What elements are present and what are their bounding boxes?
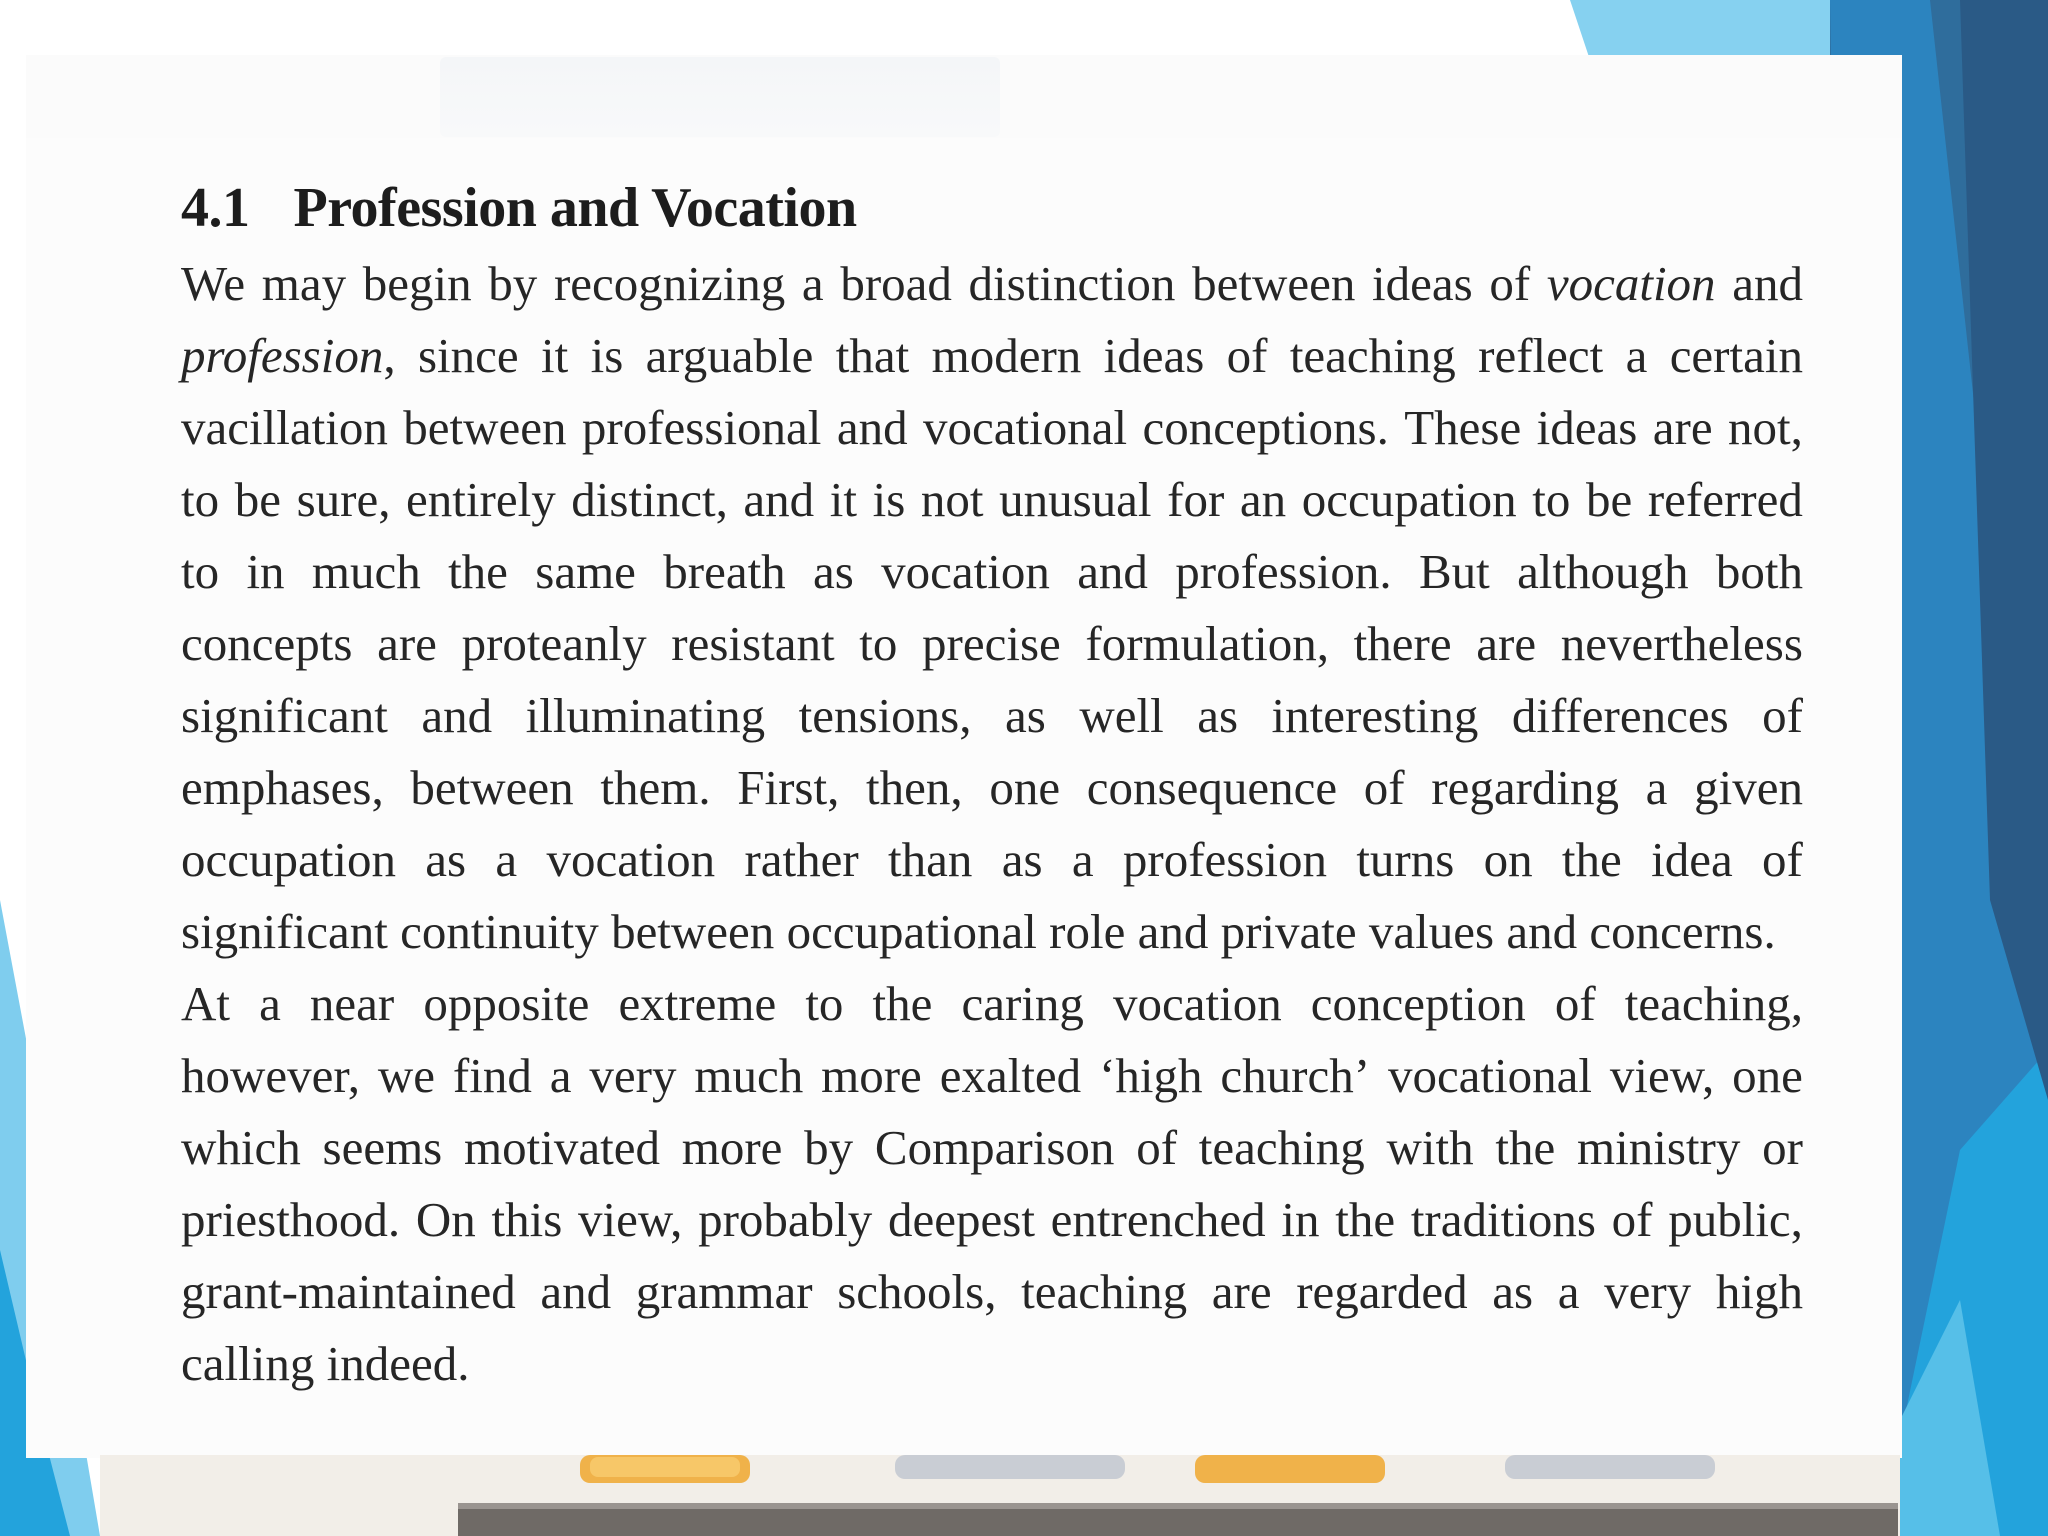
- word: one: [1732, 1048, 1803, 1103]
- word: significant: [181, 904, 388, 959]
- word: differences: [1511, 688, 1729, 743]
- word: distinct,: [571, 472, 728, 527]
- word: teaching: [1198, 1120, 1365, 1175]
- word: are: [1211, 1264, 1272, 1319]
- word: continuity: [400, 904, 599, 959]
- text-line: [181, 680, 1803, 752]
- word: modern: [931, 328, 1082, 383]
- word: one: [989, 760, 1061, 815]
- word: vocational: [923, 400, 1128, 455]
- word: of: [1226, 328, 1268, 383]
- word: it: [829, 472, 857, 527]
- word: a: [801, 256, 824, 311]
- word: view,: [1609, 1048, 1715, 1103]
- word: professional: [581, 400, 822, 455]
- text-line: [181, 896, 1803, 968]
- section-number: 4.1: [181, 177, 250, 239]
- word: a: [495, 832, 518, 887]
- word: vocational: [1387, 1048, 1593, 1103]
- word: and: [540, 1264, 612, 1319]
- word: grammar: [635, 1264, 813, 1319]
- word: calling: [181, 1336, 315, 1391]
- word: illuminating: [525, 688, 766, 743]
- word: as: [1492, 1264, 1534, 1319]
- word: proteanly: [461, 616, 647, 671]
- word: occupation: [181, 832, 396, 887]
- word: ‘high: [1099, 1048, 1203, 1103]
- text-line: [181, 392, 1803, 464]
- word: certain: [1669, 328, 1803, 383]
- word: unusual: [999, 472, 1152, 527]
- word: and: [836, 400, 908, 455]
- word: and: [1077, 544, 1148, 599]
- word: of: [1762, 688, 1803, 743]
- word: much: [694, 1048, 804, 1103]
- word: very: [589, 1048, 677, 1103]
- word: as: [1197, 688, 1239, 743]
- word: precise: [922, 616, 1061, 671]
- word: and: [1137, 904, 1209, 959]
- word: are: [377, 616, 437, 671]
- word: them.: [600, 760, 711, 815]
- text-line: [181, 1328, 1803, 1400]
- word: of: [1611, 1192, 1653, 1247]
- word: between: [1192, 256, 1356, 311]
- word: profession: [1122, 832, 1328, 887]
- word: then,: [866, 760, 963, 815]
- word: than: [888, 832, 973, 887]
- word: a: [1557, 1264, 1580, 1319]
- word: priesthood.: [181, 1192, 401, 1247]
- word: given: [1694, 760, 1803, 815]
- word: reflect: [1478, 328, 1604, 383]
- word: it: [541, 328, 569, 383]
- word: be: [234, 472, 281, 527]
- word: vocation: [881, 544, 1050, 599]
- word: and: [1732, 256, 1803, 311]
- word: both: [1715, 544, 1803, 599]
- word: be: [1586, 472, 1633, 527]
- word: referred: [1647, 472, 1803, 527]
- word: formulation,: [1085, 616, 1330, 671]
- word: ministry: [1577, 1120, 1741, 1175]
- deco-shape-light-top: [1570, 0, 1830, 60]
- word: probably: [698, 1192, 873, 1247]
- word: and: [421, 688, 493, 743]
- word: same: [535, 544, 636, 599]
- word: But: [1418, 544, 1490, 599]
- word: high: [1715, 1264, 1803, 1319]
- word: opposite: [423, 976, 590, 1031]
- text-line: [181, 968, 1803, 1040]
- word: to: [805, 976, 844, 1031]
- word: by: [804, 1120, 854, 1175]
- word: however,: [181, 1048, 360, 1103]
- word: entirely: [406, 472, 556, 527]
- word: profession.: [1175, 544, 1392, 599]
- text-line: [181, 608, 1803, 680]
- word: motivated: [464, 1120, 660, 1175]
- word: on: [1483, 832, 1533, 887]
- word: to: [1532, 472, 1571, 527]
- text-line: [181, 536, 1803, 608]
- word: of: [1363, 760, 1405, 815]
- word: of: [1489, 256, 1531, 311]
- word: to: [181, 472, 220, 527]
- section-title: Profession and Vocation: [293, 177, 857, 239]
- word: are: [1652, 400, 1713, 455]
- word: with: [1386, 1120, 1474, 1175]
- word: ideas: [1103, 328, 1205, 383]
- word: vocation: [546, 832, 716, 887]
- word: arguable: [645, 328, 814, 383]
- word: Comparison: [874, 1120, 1115, 1175]
- text-line: [181, 464, 1803, 536]
- word: this: [491, 1192, 563, 1247]
- word: extreme: [618, 976, 777, 1031]
- word: church’: [1220, 1048, 1371, 1103]
- word: is: [590, 328, 624, 383]
- word: occupation: [1301, 472, 1517, 527]
- word: between: [410, 760, 574, 815]
- text-line: [181, 1040, 1803, 1112]
- word: deepest: [888, 1192, 1035, 1247]
- word: breath: [663, 544, 786, 599]
- word: distinction: [968, 256, 1176, 311]
- word: idea: [1651, 832, 1733, 887]
- word: the: [872, 976, 933, 1031]
- body-paragraph: [181, 248, 1803, 1400]
- word: a: [259, 976, 281, 1031]
- word: recognizing: [553, 256, 786, 311]
- word: not: [920, 472, 984, 527]
- word: On: [415, 1192, 476, 1247]
- text-line: [181, 824, 1803, 896]
- text-line: [181, 1184, 1803, 1256]
- word: between: [611, 904, 775, 959]
- word: rather: [744, 832, 859, 887]
- word: entrenched: [1050, 1192, 1266, 1247]
- word: indeed.: [326, 1336, 470, 1391]
- word: view,: [578, 1192, 683, 1247]
- word: traditions: [1410, 1192, 1596, 1247]
- word: private: [1220, 904, 1357, 959]
- word: for: [1167, 472, 1225, 527]
- word: well: [1079, 688, 1164, 743]
- word: since: [417, 328, 519, 383]
- word: we: [377, 1048, 436, 1103]
- word: concepts: [181, 616, 353, 671]
- word: of: [1762, 832, 1803, 887]
- word: begin: [362, 256, 472, 311]
- word: vocation: [1112, 976, 1282, 1031]
- word: ideas: [1372, 256, 1473, 311]
- word: regarded: [1296, 1264, 1468, 1319]
- word: teaching: [1021, 1264, 1188, 1319]
- word: turns: [1356, 832, 1455, 887]
- word: role: [1049, 904, 1126, 959]
- text-line: [181, 1256, 1803, 1328]
- word: a: [1071, 832, 1094, 887]
- word: We: [181, 256, 246, 311]
- word: teaching,: [1624, 976, 1803, 1031]
- word: broad: [840, 256, 952, 311]
- word: caring: [961, 976, 1084, 1031]
- text-line: [181, 248, 1803, 320]
- word: and: [1506, 904, 1578, 959]
- word: profession,: [181, 328, 396, 383]
- word: nevertheless: [1560, 616, 1803, 671]
- word: exalted: [939, 1048, 1082, 1103]
- word: a: [1645, 760, 1668, 815]
- word: that: [835, 328, 910, 383]
- section-heading: [181, 168, 857, 248]
- word: an: [1239, 472, 1287, 527]
- word: conceptions.: [1142, 400, 1389, 455]
- word: not,: [1728, 400, 1803, 455]
- word: very: [1604, 1264, 1692, 1319]
- word: of: [1136, 1120, 1178, 1175]
- text-line: [181, 1112, 1803, 1184]
- word: there: [1353, 616, 1452, 671]
- word: is: [872, 472, 906, 527]
- word: grant-maintained: [181, 1264, 516, 1319]
- word: more: [821, 1048, 922, 1103]
- word: which: [181, 1120, 301, 1175]
- word: as: [1005, 688, 1046, 743]
- word: as: [1001, 832, 1043, 887]
- word: concerns.: [1589, 904, 1776, 959]
- word: These: [1404, 400, 1522, 455]
- word: public,: [1668, 1192, 1803, 1247]
- word: find: [452, 1048, 532, 1103]
- bottom-image-strip: [100, 1455, 1900, 1536]
- word: the: [1561, 832, 1622, 887]
- word: sure,: [296, 472, 391, 527]
- word: much: [311, 544, 421, 599]
- word: At: [181, 976, 230, 1031]
- word: between: [403, 400, 567, 455]
- word: conception: [1310, 976, 1526, 1031]
- text-line: [181, 752, 1803, 824]
- text-line: [181, 320, 1803, 392]
- document-top-shade: [440, 57, 1000, 137]
- word: resistant: [671, 616, 835, 671]
- word: interesting: [1271, 688, 1479, 743]
- word: schools,: [837, 1264, 997, 1319]
- word: First,: [737, 760, 840, 815]
- word: in: [246, 544, 285, 599]
- word: the: [1335, 1192, 1396, 1247]
- word: to: [859, 616, 898, 671]
- word: in: [1281, 1192, 1320, 1247]
- word: tensions,: [798, 688, 972, 743]
- word: emphases,: [181, 760, 384, 815]
- word: by: [488, 256, 538, 311]
- word: as: [813, 544, 854, 599]
- word: of: [1554, 976, 1596, 1031]
- word: are: [1476, 616, 1537, 671]
- word: regarding: [1431, 760, 1619, 815]
- word: may: [261, 256, 347, 311]
- word: occupational: [786, 904, 1037, 959]
- word: vocation: [1546, 256, 1716, 311]
- word: values: [1368, 904, 1495, 959]
- word: near: [309, 976, 395, 1031]
- word: the: [448, 544, 508, 599]
- word: consequence: [1086, 760, 1338, 815]
- word: ideas: [1536, 400, 1638, 455]
- word: more: [681, 1120, 783, 1175]
- word: although: [1517, 544, 1689, 599]
- word: to: [181, 544, 220, 599]
- word: a: [1625, 328, 1648, 383]
- word: the: [1495, 1120, 1556, 1175]
- word: and: [743, 472, 815, 527]
- word: a: [549, 1048, 572, 1103]
- word: teaching: [1289, 328, 1456, 383]
- word: vacillation: [181, 400, 388, 455]
- word: seems: [322, 1120, 443, 1175]
- word: as: [425, 832, 467, 887]
- word: or: [1762, 1120, 1803, 1175]
- word: significant: [181, 688, 388, 743]
